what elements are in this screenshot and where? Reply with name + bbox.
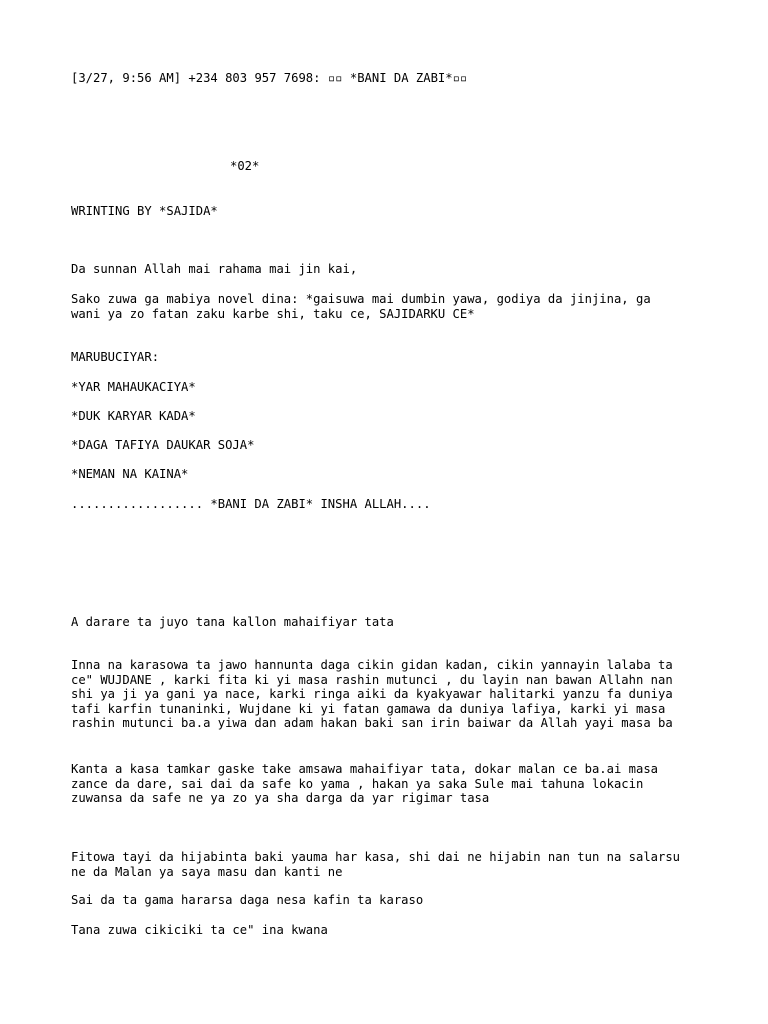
- chapter-number: *02*: [230, 159, 260, 173]
- story-paragraph: Tana zuwa cikiciki ta ce" ina kwana: [71, 923, 328, 937]
- works-item: *DAGA TAFIYA DAUKAR SOJA*: [71, 438, 255, 452]
- story-paragraph: Sai da ta gama hararsa daga nesa kafin ta karaso: [71, 893, 424, 907]
- header-line: [71, 71, 467, 86]
- document-title: *BANI DA ZABI*: [349, 71, 453, 85]
- story-paragraph: Kanta a kasa tamkar gaske take amsawa mahaifiyar tata, dokar malan ce ba.ai masa zance da dare, sai dai da safe ko yama , hakan ya saka Sule mai tahuna lokacin zuwansa da safe ne ya zo ya sha darga da yar rigimar tasa: [71, 762, 658, 806]
- sender-phone: +234 803 957 7698:: [188, 71, 321, 85]
- upcoming-title-line: .................. *BANI DA ZABI* INSHA ALLAH....: [71, 497, 431, 511]
- story-paragraph: Fitowa tayi da hijabinta baki yauma har kasa, shi dai ne hijabin nan tun na salarsu ne da Malan ya saya masu dan kanti ne: [71, 850, 681, 879]
- message-timestamp: [3/27, 9:56 AM]: [71, 71, 182, 85]
- greeting-line: Da sunnan Allah mai rahama mai jin kai,: [71, 262, 358, 276]
- works-heading: MARUBUCIYAR:: [71, 350, 160, 364]
- placeholder-glyph-icon: ▫▫: [327, 71, 343, 85]
- works-item: *DUK KARYAR KADA*: [71, 409, 196, 423]
- story-paragraph: A darare ta juyo tana kallon mahaifiyar tata: [71, 615, 394, 629]
- works-item: *YAR MAHAUKACIYA*: [71, 380, 196, 394]
- works-item: *NEMAN NA KAINA*: [71, 467, 189, 481]
- story-paragraph: Inna na karasowa ta jawo hannunta daga cikin gidan kadan, cikin yannayin lalaba ta ce" WUJDANE , karki fita ki yi masa rashin mutunci , du layin nan bawan Allahn nan shi ya ji ya gani ya nace, karki ringa aiki da kyakyawar halitarki yanzu fa duniya tafi karfin tunaninki, Wujdane ki yi fatan gamawa da duniya lafiya, karki yi masa rashin mutunci ba.a yiwa dan adam hakan baki san irin baiwar da Allah yayi masa ba: [71, 658, 673, 731]
- author-byline: WRINTING BY *SAJIDA*: [71, 204, 218, 218]
- placeholder-glyph-icon: ▫▫: [452, 71, 468, 85]
- intro-paragraph: Sako zuwa ga mabiya novel dina: *gaisuwa mai dumbin yawa, godiya da jinjina, ga wani ya zo fatan zaku karbe shi, taku ce, SAJIDARKU CE*: [71, 292, 651, 321]
